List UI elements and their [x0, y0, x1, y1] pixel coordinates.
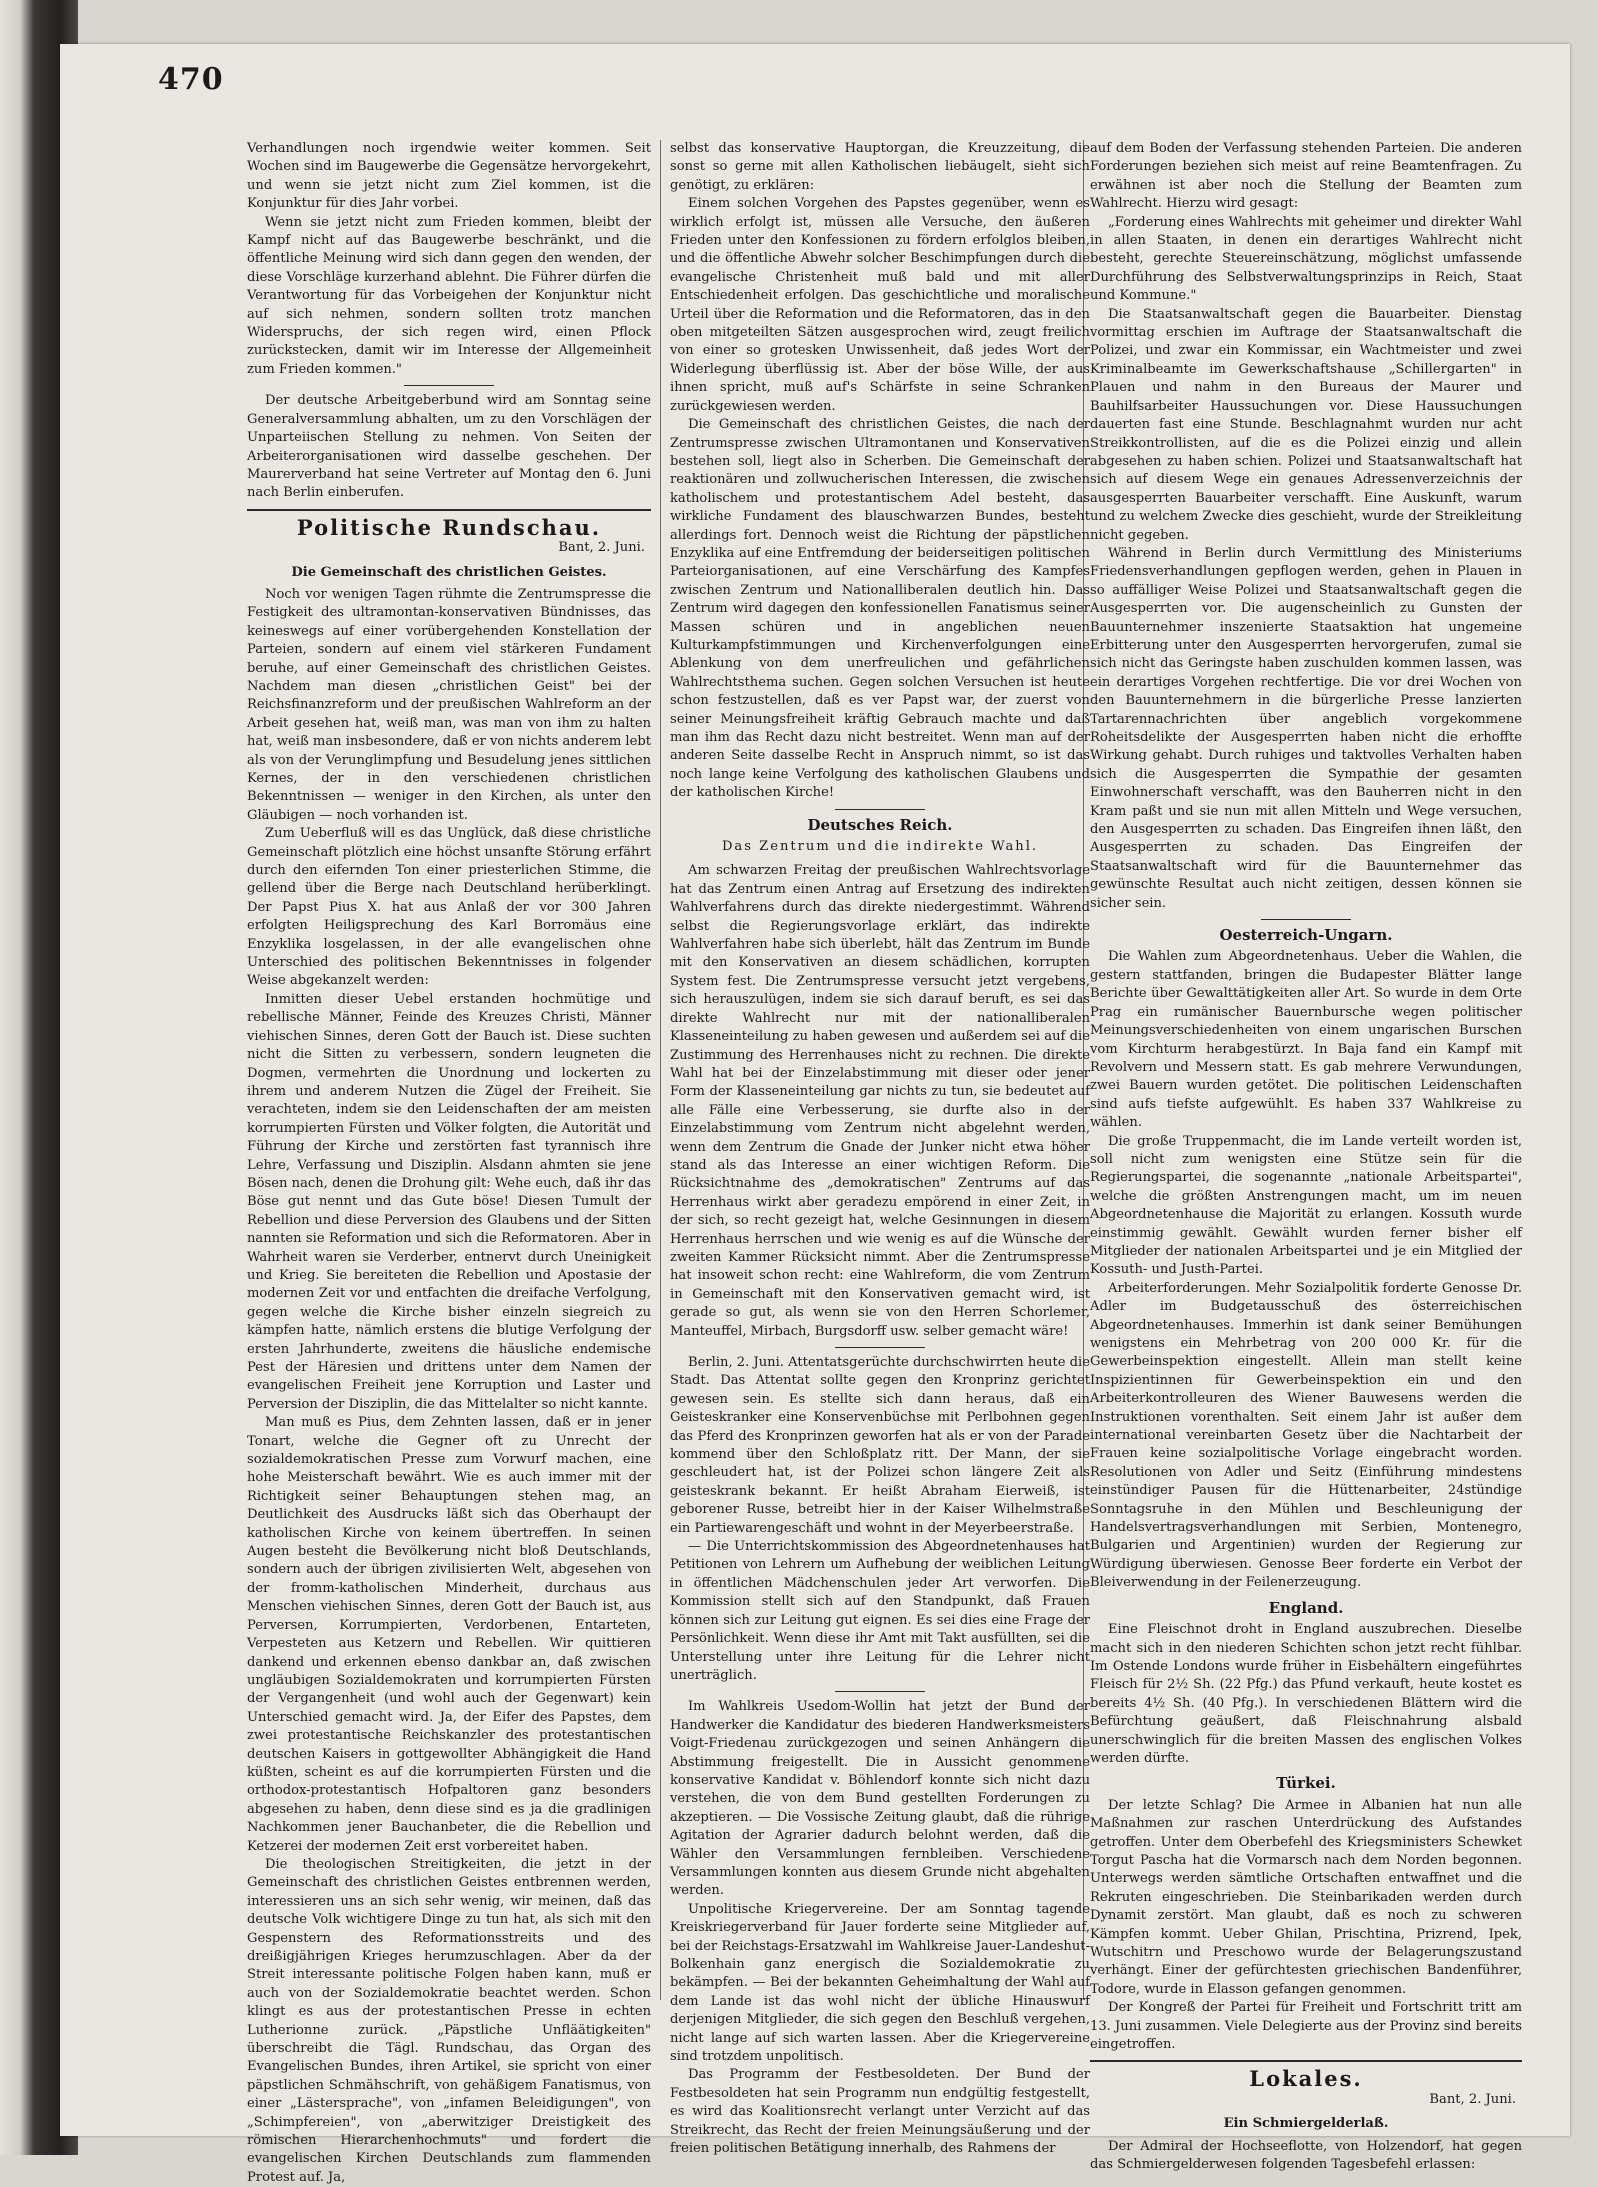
paragraph: Am schwarzen Freitag der preußischen Wahlrechtsvorlage hat das Zentrum einen Antrag auf Ersetzung des indirekten Wahlverfahrens durch das direkte niedergestimmt. Während selbst die Regierungsvorlage erklärt, das indirekte Wahlverfahren habe sich überlebt, hält das Zentrum im Bunde mit den Konservativen an diesem schädlichen, korrupten System fest. Die Zentrumspresse versucht jetzt vergebens, sich herauszulügen, indem sie sich darauf beruft, es sei das direkte Wahlrecht nur mit der nationalliberalen Klasseneinteilung zu haben gewesen und außerdem sei auf die Zustimmung des Herrenhauses nicht zu rechnen. Die direkte Wahl hat bei der Einzelabstimmung mit dieser oder jener Form der Klasseneinteilung gar nichts zu tun, sie bedeutet auf alle Fälle eine Verbesserung, sie durfte also in der Einzelabstimmung vom Zentrum nicht abgelehnt werden, wenn dem Zentrum die Gnade der Junker nicht etwa höher stand als das Interesse an einer wichtigen Reform. Die Rücksichtnahme des „demokratischen" Zentrums auf das Herrenhaus wirkt aber geradezu empörend in einer Zeit, in der sich, so recht gezeigt hat, welche Gesinnungen in diesem Herrenhaus herrschen und wie wenig es auf die Wünsche der zweiten Kammer Rücksicht nimmt. Aber die Zentrumspresse hat insoweit schon recht: eine Wahlreform, die vom Zentrum in Gemeinschaft mit den Konservativen gemacht wird, ist gerade so gut, als wenn sie von den Herren Schorlemer, Manteuffel, Mirbach, Burgsdorff usw. selber gemacht wäre!	[670, 863, 1090, 1339]
paragraph: Zum Ueberfluß will es das Unglück, daß diese christliche Gemeinschaft plötzlich eine höchst unsanfte Störung erfährt durch den eifernden Ton einer priesterlichen Stimme, die gellend über die Berge nach Deutschland herüberklingt. Der Papst Pius X. hat aus Anlaß der vor 300 Jahren erfolgten Heiligsprechung des Karl Borromäus eine Enzyklika losgelassen, in der alle evangelischen ohne Unterschied des politischen Bekenntnisses in folgender Weise abgekanzelt werden:	[247, 826, 651, 989]
section-title: Lokales.	[1249, 2066, 1363, 2092]
section-title: Oesterreich-Ungarn.	[1219, 926, 1393, 945]
paragraph: selbst das konservative Hauptorgan, die Kreuzzeitung, die sonst so gerne mit allen Katholischen liebäugelt, sieht sich genötigt, zu erklären:	[670, 141, 1090, 193]
divider	[404, 385, 494, 386]
paragraph: Einem solchen Vorgehen des Papstes gegenüber, wenn es wirklich erfolgt ist, müssen alle Versuche, den äußeren Frieden unter den Konfessionen zu fördern erfolglos bleiben, und die öffentliche Abwehr solcher Beschimpfungen durch die evangelische Christenheit muß bald und mit aller Entschiedenheit erfolgen. Das geschichtliche und moralische Urteil über die Reformation und die Reformatoren, das in den oben mitgeteilten Sätzen ausgesprochen wird, zeugt freilich von einer so grotesken Unwissenheit, daß jedes Wort der Widerlegung überflüssig ist. Aber der böse Wille, der aus ihnen spricht, muß auf's Schärfste in seine Schranken zurückgewiesen werden.	[670, 196, 1090, 414]
column-rule	[660, 140, 661, 2000]
paragraph: Noch vor wenigen Tagen rühmte die Zentrumspresse die Festigkeit des ultramontan-konservativen Bündnisses, das keineswegs auf einer vorübergehenden Konstellation der Parteien, sondern auf einem viel stärkeren Fundament beruhe, auf einer Gemeinschaft des christlichen Geistes. Nachdem man diesen „christlichen Geist" bei der Reichsfinanzreform und der preußischen Wahlreform an der Arbeit gesehen hat, weiß man, was man von ihm zu halten hat, weiß man insbesondere, daß er von nichts anderem lebt als von der Verunglimpfung und Besudelung jenes sittlichen Kernes, der in den verschiedenen christlichen Bekenntnissen — weniger in den Kirchen, als unter den Gläubigen — noch vorhanden ist.	[247, 586, 651, 823]
paragraph: Inmitten dieser Uebel erstanden hochmütige und rebellische Männer, Feinde des Kreuzes Christi, Männer viehischen Sinnes, deren Gott der Bauch ist. Diese suchten nicht die Sitten zu verbessern, sondern leugneten die Dogmen, vermehrten die Unordnung und lockerten zu ihrem und anderem Nutzen die Zügel der Freiheit. Sie verachteten, indem sie den Leidenschaften der am meisten korrumpierten Fürsten und Völker folgten, die Autorität und Führung der Kirche und zerstörten fast tyrannisch ihre Lehre, Verfassung und Disziplin. Alsdann ahmten sie jene Bösen nach, denen die Drohung gilt: Wehe euch, daß ihr das Böse gut nennt und das Gute böse! Diesen Tumult der Rebellion und diese Perversion des Glaubens und der Sitten nannten sie Reformation und sich die Reformatoren. Aber in Wahrheit waren sie Verderber, entnervt durch Uneinigkeit und Krieg. Sie bereiteten die Rebellion und Apostasie der modernen Zeit vor und entfachten die dreifache Verfolgung, gegen welche die Kirche bisher einzeln siegreich zu kämpfen hatte, nämlich erstens die blutige Verfolgung der ersten Jahrhunderte, zweitens die häusliche endemische Pest der Häresien und drittens unter dem Namen der evangelischen Freiheit jene Korruption und Laster und Perversion der Disziplin, die das Mittelalter so nicht kannte.	[247, 991, 651, 1412]
paragraph: Der Kongreß der Partei für Freiheit und Fortschritt tritt am 13. Juni zusammen. Viele Delegierte aus der Provinz sind bereits eingetroffen.	[1090, 2000, 1522, 2053]
divider	[835, 809, 925, 810]
divider	[1090, 2060, 1522, 2062]
divider	[1261, 919, 1351, 920]
paragraph: Eine Fleischnot droht in England auszubrechen. Dieselbe macht sich in den niederen Schichten schon jetzt recht fühlbar. Im Ostende Londons wurde früher in Eisbehältern eingeführtes Fleisch für 2½ Sh. (22 Pfg.) das Pfund verkauft, heute kostet es bereits 4½ Sh. (40 Pfg.). In verschiedenen Blättern wird die Befürchtung geäußert, daß Fleischnahrung alsbald unerschwinglich für die breiten Massen des englischen Volkes werden dürfte.	[1090, 1622, 1522, 1766]
divider	[247, 509, 651, 511]
section-title: Deutsches Reich.	[807, 815, 953, 834]
paragraph: Der Admiral der Hochseeflotte, von Holzendorf, hat gegen das Schmiergelderwesen folgenden Tagesbefehl erlassen:	[1090, 2138, 1522, 2173]
paragraph: Das Programm der Festbesoldeten. Der Bund der Festbesoldeten hat sein Programm nun endgültig festgestellt, es wird das Koalitionsrecht verlangt unter Verzicht auf das Streikrecht, das Recht der freien Meinungsäußerung und der freien politischen Betätigung innerhalb, des Rahmens der	[670, 2067, 1090, 2157]
section-title: Politische Rundschau.	[296, 514, 602, 540]
paragraph: Verhandlungen noch irgendwie weiter kommen. Seit Wochen sind im Baugewerbe die Gegensätze hervorgekehrt, und wenn sie jetzt nicht zum Ziel kommen, ist die Konjunktur für dies Jahr vorbei.	[247, 141, 651, 212]
dateline: Bant, 2. Juni.	[558, 540, 645, 556]
paragraph: Die theologischen Streitigkeiten, die jetzt in der Gemeinschaft des christlichen Geistes entbrennen werden, interessieren uns an sich sehr wenig, wir meinen, daß das deutsche Volk wichtigere Dinge zu tun hat, als sich mit den Gespenstern des Reformationsstreits und des dreißigjährigen Krieges herumzuschlagen. Aber da der Streit interessante politische Folgen haben kann, muß er auch von der Sozialdemokratie beachtet werden. Schon klingt es aus der protestantischen Presse in echten Lutherionne zurück. „Päpstliche Unfläätigkeiten" überschreibt die Tägl. Rundschau, das Organ des Evangelischen Bundes, ihren Artikel, sie spricht von einer päpstlichen Schmähschrift, von gehäßigem Fanatismus, von einer „Lästersprache", von „infamen Beleidigungen", von „Schimpfereien", von „aberwitziger Dreistigkeit des römischen Hierarchenhochmuts" und fordert die evangelischen Kirchen Deutschlands zum flammenden Protest auf. Ja,	[247, 1856, 651, 2185]
paragraph: Man muß es Pius, dem Zehnten lassen, daß er in jener Tonart, welche die Gegner oft zu Unrecht der sozialdemokratischen Presse zum Vorwurf machen, eine hohe Meisterschaft bewährt. Wie es auch immer mit der Richtigkeit seiner Behauptungen stehen mag, an Deutlichkeit des Ausdrucks läßt sich das Oberhaupt der katholischen Kirche von keinem übertreffen. In seinen Augen besteht die Bevölkerung nicht bloß Deutschlands, sondern auch der übrigen zivilisierten Welt, abgesehen von der fromm-katholischen Minderheit, durchaus aus Menschen viehischen Sinnes, deren Gott der Bauch ist, aus Perversen, Korrumpierten, Verdorbenen, Entarteten, Verpesteten aus Ketzern und Rebellen. Wir quittieren dankend und erkennen ebenso dankbar an, daß zwischen ungläubigen Sozialdemokraten und korrumpierten Fürsten der Vergangenheit (und wohl auch der Gegenwart) kein Unterschied gemacht wird. Ja, der Eifer des Papstes, dem zwei protestantische Reichskanzler des protestantischen deutschen Kaisers in gottgewollter Abhängigkeit die Hand küßten, scheint es auf die korrumpierten Fürsten und die orthodox-protestantisch Hofpaltoren ganz besonders abgesehen zu haben, denn diese sind es ja die gradlinigen Nachkommen jener Bauchanbeter, die die Rebellion und Ketzerei der modernen Zeit erst vorbereitet haben.	[247, 1415, 651, 1854]
paragraph: Die große Truppenmacht, die im Lande verteilt worden ist, soll nicht zum wenigsten eine Stütze sein für die Regierungspartei, die sogenannte „nationale Arbeitspartei", welche die größten Anstrengungen macht, um im neuen Abgeordnetenhause die Majorität zu erlangen. Kossuth wurde einstimmig gewählt. Gewählt wurden ferner bisher elf Mitglieder der nationalen Arbeitspartei und je ein Mitglied der Kossuth- und Justh-Partei.	[1090, 1133, 1522, 1278]
column-2	[670, 140, 1090, 2157]
paragraph: Im Wahlkreis Usedom-Wollin hat jetzt der Bund der Handwerker die Kandidatur des biederen Handwerksmeisters Voigt-Friedenau zurückgezogen und seinen Anhängern die Abstimmung freigestellt. Die in Aussicht genommene konservative Kandidat v. Böhlendorf konnte sich nicht dazu verstehen, die von dem Bund gestellten Forderungen zu akzeptieren. — Die Vossische Zeitung glaubt, daß die rührige Agitation der Agrarier dadurch belohnt werden, daß die Wähler den Versammlungen fernbleiben. Verschiedene Versammlungen konnten aus diesem Grunde nicht abgehalten werden.	[670, 1699, 1090, 1899]
column-3	[1090, 140, 1522, 2173]
article-title: Ein Schmiergelderlaß.	[1223, 2116, 1389, 2132]
paragraph: Die Gemeinschaft des christlichen Geistes, die nach der Zentrumspresse zwischen Ultramontanen und Konservativen bestehen soll, liegt also in Scherben. Die Gemeinschaft der reaktionären und zollwucherischen Interessen, die zwischen katholischem und protestantischem Adel besteht, das wirkliche Fundament des blauschwarzen Bundes, besteht allerdings fort. Dennoch weist die Richtung der päpstlichen Enzyklika auf eine Entfremdung der beiderseitigen politischen Parteiorganisationen, auf eine Verschärfung des Kampfes zwischen Zentrum und Nationalliberalen deutlich hin. Das Zentrum wird dagegen den konfessionellen Fanatismus seiner Massen schüren und in angeblichen neuen Kulturkampfstimmungen und Kirchenverfolgungen eine Ablenkung von dem unerfreulichen und gefährlichen Wahlrechtsthema suchen. Gegen solchen Versuchen ist heute schon festzustellen, daß es ver Papst war, der zuerst von seiner Meinungsfreiheit kräftig Gebrauch machte und daß man ihm das Recht dazu nicht bestreitet. Wenn man auf der anderen Seite dasselbe Recht in Anspruch nimmt, so ist das noch lange keine Verfolgung des katholischen Glaubens und der katholischen Kirche!	[670, 417, 1090, 801]
paragraph: Berlin, 2. Juni. Attentatsgerüchte durchschwirrten heute die Stadt. Das Attentat sollte gegen den Kronprinz gerichtet gewesen sein. Es stellte sich dann heraus, daß ein Geisteskranker eine Konservenbüchse mit Perlbohnen gegen das Pferd des Kronprinzen geworfen hat als er von der Parade kommend über den Schloßplatz ritt. Der Mann, der sie geschleudert hat, ist der Polizei schon längere Zeit als geisteskrank bekannt. Er heißt Abraham Eierweiß, ist geborener Russe, betreibt hier in der Kaiser Wilhelmstraße ein Partiewarengeschäft und wohnt in der Meyerbeerstraße.	[670, 1355, 1090, 1536]
paragraph: Wenn sie jetzt nicht zum Frieden kommen, bleibt der Kampf nicht auf das Baugewerbe beschränkt, und die öffentliche Meinung wird sich dann gegen den wenden, der diese Vorschläge kurzerhand ablehnt. Die Führer dürfen die Verantwortung für das Vorbeigehen der Konjunktur nicht auf sich nehmen, sondern sollten trotz manchen Widerspruchs, der sich regen wird, einen Pflock zurückstecken, damit wir im Interesse der Allgemeinheit zum Frieden kommen."	[247, 214, 651, 377]
paragraph: Während in Berlin durch Vermittlung des Ministeriums Friedensverhandlungen gepflogen werden, gehen in Plauen in so auffälliger Weise Polizei und Staatsanwaltschaft gegen die Ausgesperrten vor. Die augenscheinlich zu Gunsten der Bauunternehmer inszenierte Staatsaktion hat ungemeine Erbitterung unter den Ausgesperrten hervorgerufen, zumal sie sich nicht das Geringste haben zuschulden kommen lassen, was ein derartiges Vorgehen rechtfertige. Die vor drei Wochen von den Bauunternehmern in die bürgerliche Presse lanzierten Tartarennachrichten über angeblich vorgekommene Roheitsdelikte der Ausgesperrten haben nicht die erhoffte Wirkung gehabt. Durch ruhiges und taktvolles Verhalten haben sich die Ausgesperrten die Sympathie der gesamten Einwohnerschaft verschafft, was den Bauherren nicht in den Kram paßt und sie nun mit allen Mitteln und Wege versuchen, den Ausgesperrten zu schaden. Das Eingreifen ihnen läßt, den Ausgesperrten zu schaden. Das Eingreifen der Staatsanwaltschaft wird für die Bauunternehmer das gewünschte Resultat auch nicht zeitigen, dessen können sie sicher sein.	[1090, 545, 1522, 911]
divider	[835, 1691, 925, 1692]
divider	[835, 1347, 925, 1348]
column-1	[247, 140, 651, 2185]
paragraph: Die Wahlen zum Abgeordnetenhaus. Ueber die Wahlen, die gestern stattfanden, bringen die Budapester Blätter lange Berichte über Gewalttätigkeiten aller Art. So wurde in dem Orte Prag ein rumänischer Bauernbursche wegen politischer Meinungsverschiedenheiten von einem ungarischen Burschen vom Kirchturm herabgestürzt. In Baja fand ein Kampf mit Revolvern und Messern statt. Es gab mehrere Verwundungen, zwei Bauern wurden getötet. Die politischen Leidenschaften sind aufs tiefste aufgewühlt. Es haben 337 Wahlkreise zu wählen.	[1090, 949, 1522, 1131]
paragraph: Der deutsche Arbeitgeberbund wird am Sonntag seine Generalversammlung abhalten, um zu den Vorschlägen der Unparteiischen Stellung zu nehmen. Von Seiten der Arbeiterorganisationen wird dasselbe geschehen. Der Maurerverband hat seine Vertreter auf Montag den 6. Juni nach Berlin einberufen.	[247, 393, 651, 501]
dateline: Bant, 2. Juni.	[1429, 2091, 1516, 2107]
paragraph: „Forderung eines Wahlrechts mit geheimer und direkter Wahl in allen Staaten, in denen ein derartiges Wahlrecht nicht besteht, gerechte Steuereinschätzung, möglichst umfassende Durchführung des Selbstverwaltungsprinzips in Reich, Staat und Kommune."	[1090, 214, 1522, 304]
section-title: England.	[1268, 1598, 1344, 1617]
paragraph: auf dem Boden der Verfassung stehenden Parteien. Die anderen Forderungen beziehen sich meist auf reine Beamtenfragen. Zu erwähnen ist aber noch die Stellung der Beamten zum Wahlrecht. Hierzu wird gesagt:	[1090, 141, 1522, 212]
paragraph: Der letzte Schlag? Die Armee in Albanien hat nun alle Maßnahmen zur raschen Unterdrückung des Aufstandes getroffen. Unter dem Oberbefehl des Kriegsministers Schewket Torgut Pascha hat die Vormarsch nach dem Norden begonnen. Unterwegs werden sämtliche Ortschaften entwaffnet und die Rekruten eingeschrieben. Die Steinbarikaden werden durch Dynamit zerstört. Man glaubt, daß es noch zu schweren Kämpfen kommt. Ueber Ghilan, Prischtina, Prizrend, Ipek, Wutschitrn und Preschowo wurde der Belagerungszustand verhängt. Einer der gefürchtesten griechischen Bandenführer, Todore, wurde in Elasson gefangen genommen.	[1090, 1797, 1522, 1997]
article-subtitle: Das Zentrum und die indirekte Wahl.	[721, 839, 1039, 855]
page-number: 470	[158, 62, 224, 97]
article-title: Die Gemeinschaft des christlichen Geistes.	[291, 564, 607, 580]
paragraph: Arbeiterforderungen. Mehr Sozialpolitik forderte Genosse Dr. Adler im Budgetausschuß des österreichischen Abgeordnetenhauses. Immerhin ist dank seiner Bemühungen wenigstens ein Mehrbetrag von 200 000 Kr. für die Gewerbeinspektion eingestellt. Allein man stellt keine Inspizientinnen für Gewerbeinspektion ein und den Arbeiterkontrolleuren des Wiener Bauwesens werden die Instruktionen vorenthalten. Seit einem Jahr ist außer dem international vereinbarten Gesetz über die Nachtarbeit der Frauen keine sozialpolitische Vorlage eingebracht worden. Resolutionen von Adler und Seitz (Einführung mindestens einstündiger Pausen für die Hüttenarbeiter, 24stündige Sonntagsruhe in den Mühlen und Beschleunigung der Handelsvertragsverhandlungen mit Serbien, Montenegro, Bulgarien und Argentinien) wurden der Regierung zur Würdigung überwiesen. Genosse Beer forderte ein Verbot der Bleiverwendung in der Feilenerzeugung.	[1090, 1280, 1522, 1591]
paragraph: — Die Unterrichtskommission des Abgeordnetenhauses hat Petitionen von Lehrern um Aufhebung der weiblichen Leitung in öffentlichen Mädchenschulen jeder Art verworfen. Die Kommission stellt sich auf den Standpunkt, daß Frauen können sich zur Leitung gut eignen. Es sei dies eine Frage der Persönlichkeit. Wenn diese ihr Amt mit Takt ausfüllten, sei die Unterstellung unter ihre Leitung für die Lehrer nicht unerträglich.	[670, 1539, 1090, 1683]
paragraph: Die Staatsanwaltschaft gegen die Bauarbeiter. Dienstag vormittag erschien im Auftrage der Staatsanwaltschaft die Polizei, und zwar ein Kommissar, ein Wachtmeister und zwei Kriminalbeamte im Gewerkschaftshause „Schillergarten" in Plauen und nahm in den Bureaus der Maurer und Bauhilfsarbeiter Haussuchungen vor. Diese Haussuchungen dauerten fast eine Stunde. Beschlagnahmt wurden nur acht Streikkontrollisten, auf die es die Polizei einzig und allein abgesehen zu haben schien. Polizei und Staatsanwaltschaft hat sich auf diesem Wege ein genaues Adressenverzeichnis der ausgesperrten Bauarbeiter verschafft. Eine Auskunft, warum und zu welchem Zwecke dies geschieht, wurde der Streikleitung nicht gegeben.	[1090, 306, 1522, 543]
paragraph: Unpolitische Kriegervereine. Der am Sonntag tagende Kreiskriegerverband für Jauer forderte seine Mitglieder auf, bei der Reichstags-Ersatzwahl im Wahlkreise Jauer-Landeshut-Bolkenhain ganz energisch die Sozialdemokratie zu bekämpfen. — Bei der bekannten Geheimhaltung der Wahl auf dem Lande ist das wohl nicht der übliche Hinauswurf derjenigen Mitglieder, die sich gegen den Beschluß vergehen, nicht lange auf sich warten lassen. Aber die Kriegervereine sind trotzdem unpolitisch.	[670, 1901, 1090, 2065]
section-title: Türkei.	[1276, 1774, 1336, 1793]
